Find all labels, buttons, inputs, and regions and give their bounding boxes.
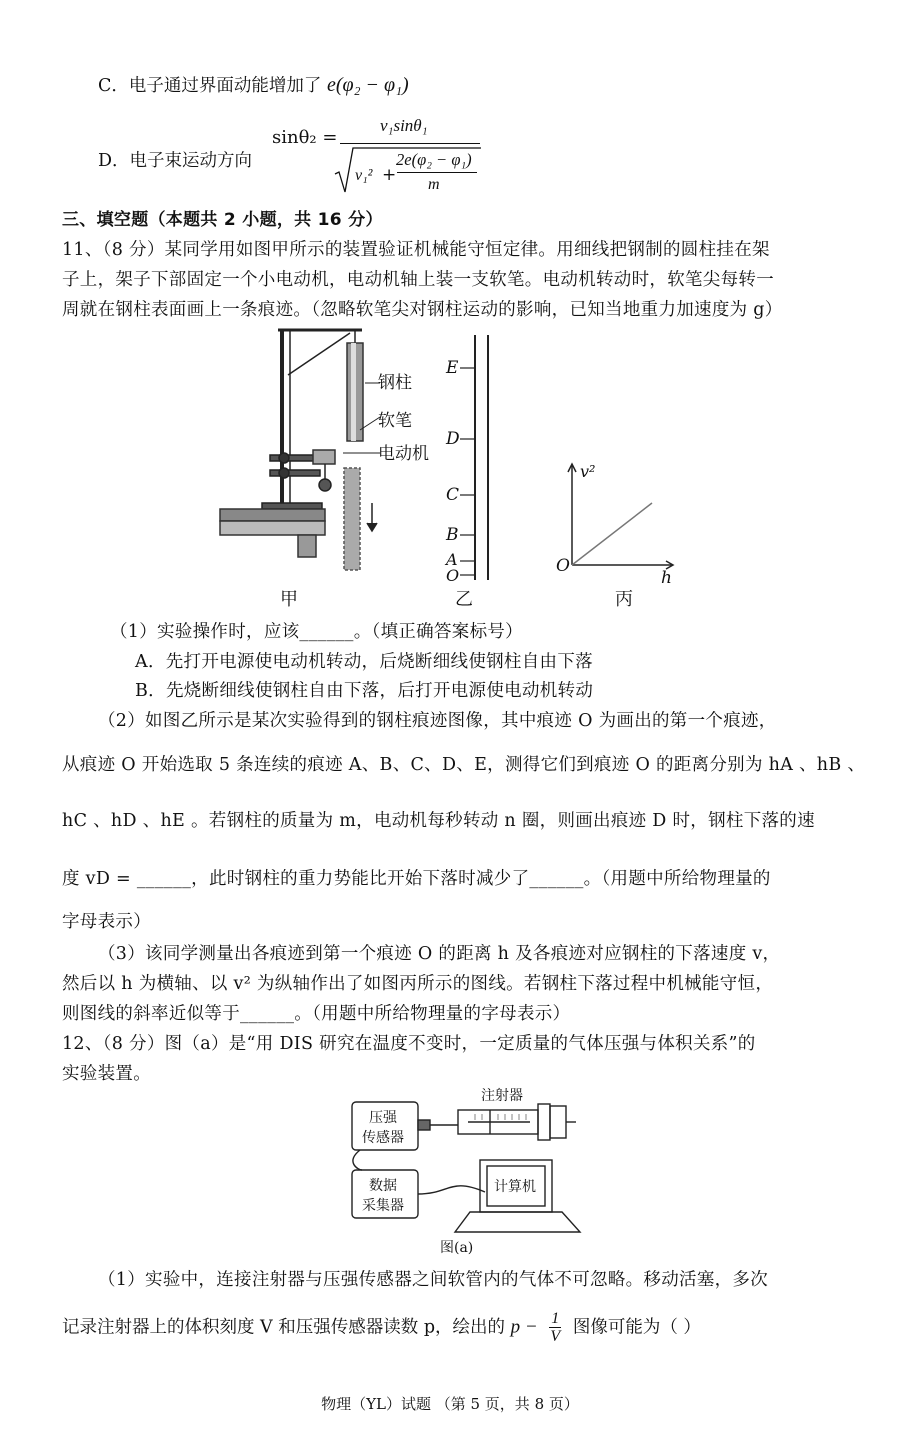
page-footer: 物理（YL）试题 （第 5 页，共 8 页） [321, 1395, 579, 1413]
label-jisuanji: 计算机 [494, 1179, 536, 1195]
den-plus: + [382, 165, 397, 185]
trace-e: E [446, 358, 459, 378]
section-heading: 三、填空题（本题共 2 小题，共 16 分） [62, 210, 383, 230]
trace-d: D [446, 429, 460, 449]
graph-v2: v² [580, 462, 596, 481]
q11-part3-a: （3）该同学测量出各痕迹到第一个痕迹 O 的距离 h 及各痕迹对应钢柱的下落速度 v， [98, 944, 781, 964]
label-diandongji: 电动机 [378, 444, 429, 464]
option-d-numerator: v₁sinθ₁ [380, 116, 428, 135]
den-v1sq: v₁² [355, 167, 373, 184]
q11-part2-e: 字母表示） [62, 912, 151, 932]
label-yi: 乙 [455, 589, 473, 610]
option-c-label: C．电子通过界面动能增加了 [98, 76, 322, 96]
label-caijiqi: 采集器 [362, 1198, 404, 1214]
graph-h: h [661, 568, 672, 588]
q12-part1-b [62, 1310, 701, 1346]
den-frac-den: m [428, 176, 440, 193]
q12-line1: 12、（8 分）图（a）是“用 DIS 研究在温度不变时，一定质量的气体压强与体积关系”的 [62, 1034, 756, 1054]
apparatus-figure [220, 330, 380, 570]
label-ruanbi: 软笔 [378, 411, 412, 431]
label-shuju: 数据 [369, 1178, 397, 1194]
q12-frac-num: 1 [551, 1310, 560, 1327]
label-bing: 丙 [615, 589, 633, 610]
q11-line1: 11、（8 分）某同学用如图甲所示的装置验证机械能守恒定律。用细线把钢制的圆柱挂在架 [62, 240, 770, 260]
q11-part3-b: 然后以 h 为横轴、以 v² 为纵轴作出了如图丙所示的图线。若钢柱下落过程中机械能守恒， [62, 974, 774, 994]
label-yaqiang: 压强 [369, 1110, 397, 1126]
q11-part1: （1）实验操作时，应该______。（填正确答案标号） [110, 622, 523, 642]
label-jia: 甲 [280, 589, 298, 610]
option-d-label: D．电子束运动方向 [98, 151, 253, 171]
option-c-expr: e(φ₂ − φ₁) [326, 74, 409, 96]
graph-origin: O [556, 556, 570, 576]
den-frac-bar [397, 172, 477, 173]
label-chuanganqi: 传感器 [362, 1130, 404, 1146]
q11-part2-a: （2）如图乙所示是某次实验得到的钢柱痕迹图像，其中痕迹 O 为画出的第一个痕迹， [98, 711, 777, 731]
q11-part2-c: hC 、hD 、hE 。若钢柱的质量为 m，电动机每秒转动 n 圈，则画出痕迹 D 时，钢柱下落的速 [62, 811, 815, 831]
q11-option-a: A．先打开电源使电动机转动，后烧断细线使钢柱自由下落 [135, 652, 593, 672]
option-d-fraction-bar [340, 143, 480, 144]
q11-option-b: B．先烧断细线使钢柱自由下落，后打开电源使电动机转动 [135, 681, 594, 701]
label-zhusheqi: 注射器 [481, 1088, 523, 1104]
q12-part1-b-post: 图像可能为（ ） [572, 1317, 701, 1338]
q12-part1-a: （1）实验中，连接注射器与压强传感器之间软管内的气体不可忽略。移动活塞，多次 [98, 1270, 769, 1290]
trace-a: A [446, 550, 458, 569]
dis-apparatus-figure [340, 1082, 600, 1257]
trace-b: B [446, 525, 459, 545]
q11-figures [210, 325, 690, 615]
q12-frac-den: V [550, 1328, 561, 1345]
q12-line2: 实验装置。 [62, 1064, 151, 1084]
q12-part1-b-pre: 记录注射器上的体积刻度 V 和压强传感器读数 p，绘出的 [62, 1317, 506, 1338]
den-frac-num: 2e(φ₂ − φ₁) [396, 150, 472, 169]
trace-o: O [446, 566, 460, 585]
q12-p-minus: p − [510, 1316, 538, 1338]
trace-c: C [446, 485, 460, 505]
trace-figure [460, 335, 488, 580]
option-d-lhs: sinθ₂ = [272, 127, 338, 148]
q11-part2-d: 度 vD = ______，此时钢柱的重力势能比开始下落时减少了______。（用题中所给物理量的 [62, 869, 771, 889]
q11-part3-c: 则图线的斜率近似等于______。（用题中所给物理量的字母表示） [62, 1004, 571, 1024]
option-c [98, 72, 409, 97]
label-gangzhu: 钢柱 [378, 373, 412, 393]
q11-line2: 子上，架子下部固定一个小电动机，电动机轴上装一支软笔。电动机转动时，软笔尖每转一 [62, 270, 774, 290]
figure-caption: 图(a) [440, 1240, 474, 1256]
q11-part2-b: 从痕迹 O 开始选取 5 条连续的痕迹 A、B、C、D、E，测得它们到痕迹 O 的距离分别为 hA 、hB 、 [62, 755, 866, 775]
q11-line3: 周就在钢柱表面画上一条痕迹。（忽略软笔尖对钢柱运动的影响，已知当地重力加速度为 g） [62, 300, 783, 320]
